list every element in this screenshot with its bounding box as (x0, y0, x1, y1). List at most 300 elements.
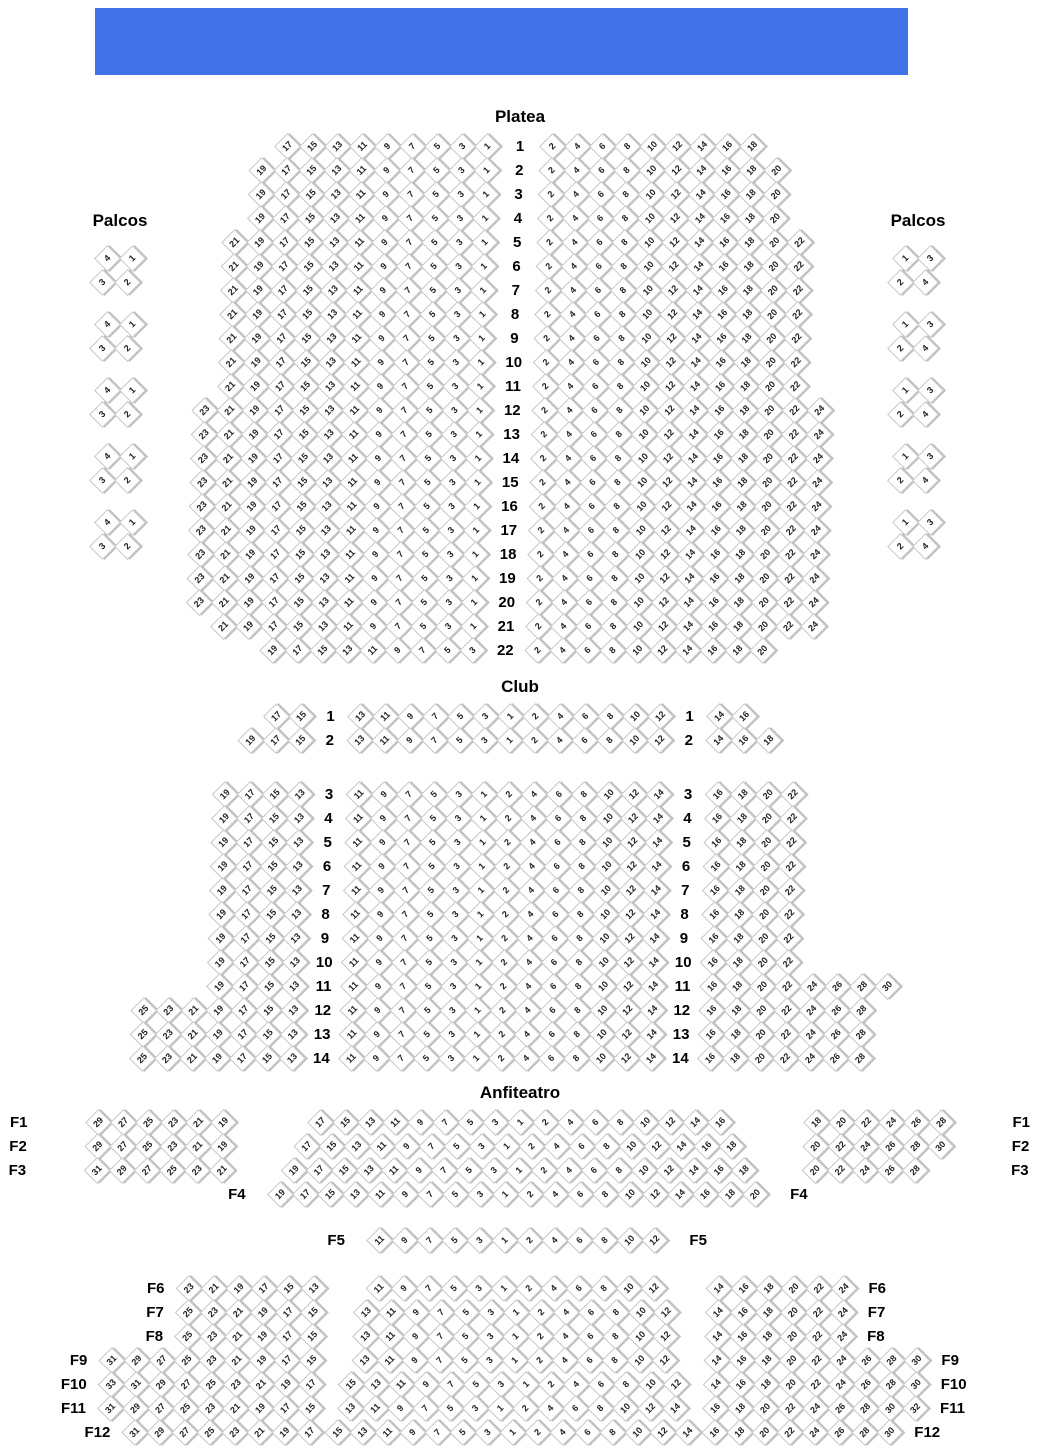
seat-club-9[interactable]: 9 (369, 829, 396, 856)
seat-anf-3[interactable]: 3 (467, 1181, 494, 1208)
seat-anf-16[interactable]: 16 (702, 1395, 729, 1422)
seat-platea-12[interactable]: 12 (660, 277, 687, 304)
seat-platea-22[interactable]: 22 (778, 517, 805, 544)
seat-anf-9[interactable]: 9 (391, 1275, 418, 1302)
seat-anf-7[interactable]: 7 (432, 1109, 459, 1136)
seat-platea-10[interactable]: 10 (636, 253, 663, 280)
seat-club-15[interactable]: 15 (288, 703, 315, 730)
seat-platea-1[interactable]: 1 (474, 133, 501, 160)
seat-anf-16[interactable]: 16 (728, 1347, 755, 1374)
seat-platea-2[interactable]: 2 (538, 181, 565, 208)
seat-platea-15[interactable]: 15 (286, 565, 313, 592)
seat-anf-5[interactable]: 5 (443, 1133, 470, 1160)
seat-club-22[interactable]: 22 (772, 1021, 799, 1048)
seat-platea-14[interactable]: 14 (676, 565, 703, 592)
seat-platea-18[interactable]: 18 (738, 157, 765, 184)
seat-anf-15[interactable]: 15 (299, 1323, 326, 1350)
seat-club-3[interactable]: 3 (472, 703, 499, 730)
seat-club-17[interactable]: 17 (235, 829, 262, 856)
seat-anf-7[interactable]: 7 (418, 1133, 445, 1160)
seat-club-14[interactable]: 14 (644, 829, 671, 856)
seat-platea-24[interactable]: 24 (801, 589, 828, 616)
seat-anf-19[interactable]: 19 (226, 1275, 253, 1302)
seat-anf-10[interactable]: 10 (612, 1395, 639, 1422)
seat-club-19[interactable]: 19 (206, 973, 233, 1000)
seat-platea-5[interactable]: 5 (410, 613, 437, 640)
seat-anf-23[interactable]: 23 (223, 1371, 250, 1398)
seat-club-11[interactable]: 11 (343, 853, 370, 880)
seat-platea-3[interactable]: 3 (436, 565, 463, 592)
seat-platea-13[interactable]: 13 (316, 397, 343, 424)
seat-anf-26[interactable]: 26 (853, 1347, 880, 1374)
seat-platea-14[interactable]: 14 (686, 229, 713, 256)
seat-platea-19[interactable]: 19 (242, 373, 269, 400)
seat-platea-7[interactable]: 7 (390, 445, 417, 472)
seat-palco-right-4[interactable]: 4 (912, 269, 939, 296)
seat-platea-17[interactable]: 17 (272, 205, 299, 232)
seat-platea-2[interactable]: 2 (530, 445, 557, 472)
seat-club-16[interactable]: 16 (702, 853, 729, 880)
seat-anf-13[interactable]: 13 (349, 1419, 376, 1446)
seat-anf-8[interactable]: 8 (591, 1275, 618, 1302)
seat-club-1[interactable]: 1 (470, 781, 497, 808)
seat-platea-12[interactable]: 12 (656, 421, 683, 448)
seat-platea-16[interactable]: 16 (713, 157, 740, 184)
seat-club-1[interactable]: 1 (463, 1021, 490, 1048)
seat-platea-8[interactable]: 8 (601, 565, 628, 592)
seat-anf-18[interactable]: 18 (717, 1181, 744, 1208)
seat-club-30[interactable]: 30 (874, 973, 901, 1000)
seat-platea-15[interactable]: 15 (294, 301, 321, 328)
seat-club-13[interactable]: 13 (278, 1045, 305, 1072)
seat-platea-24[interactable]: 24 (806, 397, 833, 424)
seat-platea-16[interactable]: 16 (714, 133, 741, 160)
seat-platea-17[interactable]: 17 (273, 181, 300, 208)
seat-platea-1[interactable]: 1 (470, 277, 497, 304)
seat-platea-3[interactable]: 3 (442, 373, 469, 400)
seat-club-7[interactable]: 7 (388, 1021, 415, 1048)
seat-anf-15[interactable]: 15 (298, 1347, 325, 1374)
seat-palco-right-1[interactable]: 1 (892, 311, 919, 338)
seat-club-18[interactable]: 18 (721, 1045, 748, 1072)
seat-platea-5[interactable]: 5 (423, 181, 450, 208)
seat-anf-17[interactable]: 17 (273, 1347, 300, 1374)
seat-platea-14[interactable]: 14 (681, 421, 708, 448)
seat-platea-9[interactable]: 9 (364, 493, 391, 520)
seat-club-8[interactable]: 8 (562, 1045, 589, 1072)
seat-platea-23[interactable]: 23 (188, 517, 215, 544)
seat-platea-13[interactable]: 13 (321, 253, 348, 280)
seat-club-6[interactable]: 6 (539, 997, 566, 1024)
seat-anf-14[interactable]: 14 (704, 1323, 731, 1350)
seat-club-19[interactable]: 19 (211, 781, 238, 808)
seat-platea-11[interactable]: 11 (346, 253, 373, 280)
seat-anf-15[interactable]: 15 (276, 1275, 303, 1302)
seat-platea-22[interactable]: 22 (786, 229, 813, 256)
seat-club-11[interactable]: 11 (340, 949, 367, 976)
seat-club-17[interactable]: 17 (234, 853, 261, 880)
seat-platea-10[interactable]: 10 (624, 637, 651, 664)
seat-platea-9[interactable]: 9 (373, 181, 400, 208)
seat-club-17[interactable]: 17 (236, 781, 263, 808)
seat-club-22[interactable]: 22 (773, 997, 800, 1024)
seat-club-21[interactable]: 21 (178, 1045, 205, 1072)
seat-platea-18[interactable]: 18 (732, 373, 759, 400)
seat-platea-21[interactable]: 21 (216, 397, 243, 424)
seat-club-5[interactable]: 5 (414, 997, 441, 1024)
seat-anf-28[interactable]: 28 (928, 1109, 955, 1136)
seat-platea-8[interactable]: 8 (601, 589, 628, 616)
seat-club-8[interactable]: 8 (567, 901, 594, 928)
seat-platea-1[interactable]: 1 (462, 541, 489, 568)
seat-platea-6[interactable]: 6 (576, 589, 603, 616)
seat-club-11[interactable]: 11 (341, 925, 368, 952)
seat-club-15[interactable]: 15 (259, 853, 286, 880)
seat-anf-2[interactable]: 2 (527, 1323, 554, 1350)
seat-anf-14[interactable]: 14 (680, 1157, 707, 1184)
seat-platea-12[interactable]: 12 (663, 157, 690, 184)
seat-anf-18[interactable]: 18 (753, 1347, 780, 1374)
seat-club-4[interactable]: 4 (517, 877, 544, 904)
seat-anf-6[interactable]: 6 (568, 1133, 595, 1160)
seat-platea-4[interactable]: 4 (551, 589, 578, 616)
seat-club-4[interactable]: 4 (516, 925, 543, 952)
seat-platea-2[interactable]: 2 (528, 517, 555, 544)
seat-anf-15[interactable]: 15 (317, 1181, 344, 1208)
seat-anf-9[interactable]: 9 (392, 1181, 419, 1208)
seat-club-3[interactable]: 3 (443, 853, 470, 880)
seat-platea-22[interactable]: 22 (784, 301, 811, 328)
seat-anf-11[interactable]: 11 (374, 1419, 401, 1446)
seat-platea-14[interactable]: 14 (679, 493, 706, 520)
seat-palco-right-3[interactable]: 3 (917, 311, 944, 338)
seat-club-26[interactable]: 26 (823, 997, 850, 1024)
seat-club-18[interactable]: 18 (727, 853, 754, 880)
seat-club-8[interactable]: 8 (570, 781, 597, 808)
seat-club-3[interactable]: 3 (442, 877, 469, 904)
seat-club-5[interactable]: 5 (419, 805, 446, 832)
seat-anf-22[interactable]: 22 (777, 1395, 804, 1422)
seat-club-15[interactable]: 15 (256, 973, 283, 1000)
seat-anf-5[interactable]: 5 (442, 1181, 469, 1208)
seat-platea-5[interactable]: 5 (418, 349, 445, 376)
seat-anf-31[interactable]: 31 (98, 1347, 125, 1374)
seat-platea-23[interactable]: 23 (189, 469, 216, 496)
seat-club-3[interactable]: 3 (438, 1021, 465, 1048)
seat-club-11[interactable]: 11 (337, 1045, 364, 1072)
seat-anf-13[interactable]: 13 (301, 1275, 328, 1302)
seat-platea-20[interactable]: 20 (760, 277, 787, 304)
seat-platea-1[interactable]: 1 (460, 613, 487, 640)
seat-platea-9[interactable]: 9 (371, 253, 398, 280)
seat-platea-8[interactable]: 8 (600, 613, 627, 640)
seat-platea-16[interactable]: 16 (705, 445, 732, 472)
seat-platea-21[interactable]: 21 (219, 301, 246, 328)
seat-anf-13[interactable]: 13 (342, 1181, 369, 1208)
seat-anf-25[interactable]: 25 (174, 1323, 201, 1350)
seat-platea-3[interactable]: 3 (446, 229, 473, 256)
seat-platea-2[interactable]: 2 (525, 613, 552, 640)
seat-platea-24[interactable]: 24 (804, 469, 831, 496)
seat-platea-1[interactable]: 1 (473, 157, 500, 184)
seat-anf-29[interactable]: 29 (109, 1157, 136, 1184)
seat-anf-14[interactable]: 14 (706, 1275, 733, 1302)
seat-anf-19[interactable]: 19 (250, 1299, 277, 1326)
seat-anf-29[interactable]: 29 (85, 1109, 112, 1136)
seat-platea-8[interactable]: 8 (603, 517, 630, 544)
seat-platea-20[interactable]: 20 (750, 613, 777, 640)
seat-platea-10[interactable]: 10 (628, 517, 655, 544)
seat-platea-7[interactable]: 7 (396, 229, 423, 256)
seat-platea-17[interactable]: 17 (265, 445, 292, 472)
seat-club-14[interactable]: 14 (641, 925, 668, 952)
seat-anf-7[interactable]: 7 (412, 1395, 439, 1422)
seat-platea-14[interactable]: 14 (687, 205, 714, 232)
seat-platea-13[interactable]: 13 (319, 301, 346, 328)
seat-platea-7[interactable]: 7 (399, 133, 426, 160)
seat-anf-24[interactable]: 24 (852, 1133, 879, 1160)
seat-club-2[interactable]: 2 (492, 877, 519, 904)
seat-palco-right-3[interactable]: 3 (917, 245, 944, 272)
seat-platea-14[interactable]: 14 (675, 613, 702, 640)
seat-anf-25[interactable]: 25 (198, 1371, 225, 1398)
seat-club-4[interactable]: 4 (520, 781, 547, 808)
seat-platea-13[interactable]: 13 (313, 517, 340, 544)
seat-club-16[interactable]: 16 (698, 997, 725, 1024)
seat-anf-7[interactable]: 7 (427, 1323, 454, 1350)
seat-anf-11[interactable]: 11 (368, 1133, 395, 1160)
seat-anf-3[interactable]: 3 (482, 1109, 509, 1136)
seat-anf-16[interactable]: 16 (731, 1275, 758, 1302)
seat-platea-7[interactable]: 7 (389, 493, 416, 520)
seat-club-12[interactable]: 12 (614, 997, 641, 1024)
seat-platea-19[interactable]: 19 (244, 301, 271, 328)
seat-club-19[interactable]: 19 (206, 949, 233, 976)
seat-club-4[interactable]: 4 (517, 901, 544, 928)
seat-platea-19[interactable]: 19 (236, 589, 263, 616)
seat-platea-3[interactable]: 3 (445, 277, 472, 304)
seat-platea-2[interactable]: 2 (532, 373, 559, 400)
seat-platea-5[interactable]: 5 (434, 637, 461, 664)
seat-platea-8[interactable]: 8 (608, 325, 635, 352)
seat-club-26[interactable]: 26 (824, 973, 851, 1000)
seat-club-13[interactable]: 13 (346, 727, 373, 754)
seat-club-13[interactable]: 13 (283, 877, 310, 904)
seat-anf-25[interactable]: 25 (196, 1419, 223, 1446)
seat-anf-24[interactable]: 24 (878, 1109, 905, 1136)
seat-palco-right-2[interactable]: 2 (887, 335, 914, 362)
seat-platea-20[interactable]: 20 (761, 229, 788, 256)
seat-club-11[interactable]: 11 (340, 973, 367, 1000)
seat-anf-20[interactable]: 20 (742, 1181, 769, 1208)
seat-anf-1[interactable]: 1 (491, 1227, 518, 1254)
seat-platea-10[interactable]: 10 (637, 205, 664, 232)
seat-anf-23[interactable]: 23 (197, 1395, 224, 1422)
seat-platea-4[interactable]: 4 (551, 565, 578, 592)
seat-club-14[interactable]: 14 (643, 853, 670, 880)
seat-platea-13[interactable]: 13 (318, 349, 345, 376)
seat-club-5[interactable]: 5 (412, 1045, 439, 1072)
seat-palco-left-4[interactable]: 4 (94, 311, 121, 338)
seat-club-17[interactable]: 17 (229, 1021, 256, 1048)
seat-anf-5[interactable]: 5 (463, 1371, 490, 1398)
seat-anf-20[interactable]: 20 (779, 1323, 806, 1350)
seat-platea-2[interactable]: 2 (529, 469, 556, 496)
seat-platea-20[interactable]: 20 (756, 421, 783, 448)
seat-platea-20[interactable]: 20 (762, 205, 789, 232)
seat-anf-23[interactable]: 23 (221, 1419, 248, 1446)
seat-platea-23[interactable]: 23 (190, 445, 217, 472)
seat-platea-7[interactable]: 7 (393, 349, 420, 376)
seat-platea-12[interactable]: 12 (651, 565, 678, 592)
seat-platea-9[interactable]: 9 (372, 205, 399, 232)
seat-platea-19[interactable]: 19 (246, 253, 273, 280)
seat-club-13[interactable]: 13 (286, 781, 313, 808)
seat-platea-1[interactable]: 1 (468, 325, 495, 352)
seat-platea-1[interactable]: 1 (465, 445, 492, 472)
seat-platea-16[interactable]: 16 (704, 493, 731, 520)
seat-platea-20[interactable]: 20 (755, 445, 782, 472)
seat-platea-21[interactable]: 21 (221, 253, 248, 280)
seat-platea-21[interactable]: 21 (217, 373, 244, 400)
seat-platea-21[interactable]: 21 (212, 541, 239, 568)
seat-anf-20[interactable]: 20 (751, 1419, 778, 1446)
seat-anf-32[interactable]: 32 (902, 1395, 929, 1422)
seat-platea-21[interactable]: 21 (213, 517, 240, 544)
seat-platea-17[interactable]: 17 (261, 589, 288, 616)
seat-anf-28[interactable]: 28 (852, 1395, 879, 1422)
seat-platea-12[interactable]: 12 (662, 205, 689, 232)
seat-club-9[interactable]: 9 (367, 877, 394, 904)
seat-palco-left-3[interactable]: 3 (89, 269, 116, 296)
seat-platea-5[interactable]: 5 (421, 229, 448, 256)
seat-club-19[interactable]: 19 (210, 829, 237, 856)
seat-platea-2[interactable]: 2 (535, 277, 562, 304)
seat-platea-4[interactable]: 4 (556, 397, 583, 424)
seat-club-14[interactable]: 14 (638, 1021, 665, 1048)
seat-platea-4[interactable]: 4 (555, 445, 582, 472)
seat-anf-14[interactable]: 14 (662, 1395, 689, 1422)
seat-club-7[interactable]: 7 (394, 829, 421, 856)
seat-club-20[interactable]: 20 (746, 1045, 773, 1072)
seat-club-9[interactable]: 9 (369, 805, 396, 832)
seat-club-10[interactable]: 10 (621, 727, 648, 754)
seat-anf-6[interactable]: 6 (580, 1157, 607, 1184)
seat-club-10[interactable]: 10 (594, 829, 621, 856)
seat-platea-13[interactable]: 13 (320, 277, 347, 304)
seat-platea-5[interactable]: 5 (424, 133, 451, 160)
seat-club-13[interactable]: 13 (347, 703, 374, 730)
seat-platea-10[interactable]: 10 (633, 325, 660, 352)
seat-anf-24[interactable]: 24 (801, 1419, 828, 1446)
seat-anf-8[interactable]: 8 (593, 1133, 620, 1160)
seat-anf-5[interactable]: 5 (452, 1323, 479, 1350)
seat-club-7[interactable]: 7 (394, 805, 421, 832)
seat-club-6[interactable]: 6 (544, 805, 571, 832)
seat-anf-2[interactable]: 2 (527, 1299, 554, 1326)
seat-club-14[interactable]: 14 (706, 703, 733, 730)
seat-platea-21[interactable]: 21 (216, 421, 243, 448)
seat-palco-left-4[interactable]: 4 (94, 245, 121, 272)
seat-platea-20[interactable]: 20 (758, 349, 785, 376)
seat-platea-4[interactable]: 4 (563, 181, 590, 208)
seat-anf-6[interactable]: 6 (577, 1323, 604, 1350)
seat-platea-3[interactable]: 3 (447, 205, 474, 232)
seat-club-19[interactable]: 19 (208, 877, 235, 904)
seat-club-26[interactable]: 26 (821, 1045, 848, 1072)
seat-club-1[interactable]: 1 (466, 925, 493, 952)
seat-anf-24[interactable]: 24 (830, 1299, 857, 1326)
seat-club-12[interactable]: 12 (619, 805, 646, 832)
seat-club-21[interactable]: 21 (180, 997, 207, 1024)
seat-platea-6[interactable]: 6 (588, 181, 615, 208)
seat-platea-11[interactable]: 11 (343, 325, 370, 352)
seat-platea-19[interactable]: 19 (239, 469, 266, 496)
seat-platea-3[interactable]: 3 (448, 157, 475, 184)
seat-platea-8[interactable]: 8 (604, 469, 631, 496)
seat-platea-9[interactable]: 9 (371, 229, 398, 256)
seat-platea-2[interactable]: 2 (536, 229, 563, 256)
seat-platea-14[interactable]: 14 (676, 589, 703, 616)
seat-anf-4[interactable]: 4 (555, 1157, 582, 1184)
seat-club-28[interactable]: 28 (848, 997, 875, 1024)
seat-anf-3[interactable]: 3 (476, 1347, 503, 1374)
seat-club-11[interactable]: 11 (339, 997, 366, 1024)
seat-club-7[interactable]: 7 (422, 703, 449, 730)
seat-club-1[interactable]: 1 (465, 973, 492, 1000)
seat-platea-2[interactable]: 2 (533, 349, 560, 376)
seat-platea-14[interactable]: 14 (680, 445, 707, 472)
seat-platea-17[interactable]: 17 (262, 541, 289, 568)
seat-platea-18[interactable]: 18 (736, 253, 763, 280)
seat-club-7[interactable]: 7 (387, 1045, 414, 1072)
seat-platea-4[interactable]: 4 (558, 349, 585, 376)
seat-anf-3[interactable]: 3 (480, 1157, 507, 1184)
seat-anf-9[interactable]: 9 (405, 1157, 432, 1184)
seat-anf-20[interactable]: 20 (778, 1347, 805, 1374)
seat-anf-17[interactable]: 17 (275, 1299, 302, 1326)
seat-platea-4[interactable]: 4 (563, 157, 590, 184)
seat-club-1[interactable]: 1 (468, 853, 495, 880)
seat-club-4[interactable]: 4 (518, 853, 545, 880)
seat-platea-2[interactable]: 2 (536, 253, 563, 280)
seat-platea-13[interactable]: 13 (318, 325, 345, 352)
seat-anf-22[interactable]: 22 (803, 1371, 830, 1398)
seat-anf-8[interactable]: 8 (587, 1395, 614, 1422)
seat-club-15[interactable]: 15 (260, 829, 287, 856)
seat-anf-22[interactable]: 22 (803, 1347, 830, 1374)
seat-palco-left-1[interactable]: 1 (119, 443, 146, 470)
seat-club-18[interactable]: 18 (724, 973, 751, 1000)
seat-club-8[interactable]: 8 (568, 853, 595, 880)
seat-anf-2[interactable]: 2 (517, 1181, 544, 1208)
seat-club-15[interactable]: 15 (287, 727, 314, 754)
seat-club-1[interactable]: 1 (465, 949, 492, 976)
seat-anf-18[interactable]: 18 (726, 1419, 753, 1446)
seat-club-3[interactable]: 3 (444, 805, 471, 832)
seat-club-9[interactable]: 9 (370, 781, 397, 808)
seat-anf-15[interactable]: 15 (330, 1157, 357, 1184)
seat-anf-6[interactable]: 6 (567, 1181, 594, 1208)
seat-club-1[interactable]: 1 (467, 877, 494, 904)
seat-anf-19[interactable]: 19 (247, 1395, 274, 1422)
seat-club-22[interactable]: 22 (771, 1045, 798, 1072)
seat-anf-27[interactable]: 27 (148, 1347, 175, 1374)
seat-platea-22[interactable]: 22 (776, 565, 803, 592)
seat-anf-2[interactable]: 2 (524, 1419, 551, 1446)
seat-club-17[interactable]: 17 (262, 727, 289, 754)
seat-platea-9[interactable]: 9 (368, 349, 395, 376)
